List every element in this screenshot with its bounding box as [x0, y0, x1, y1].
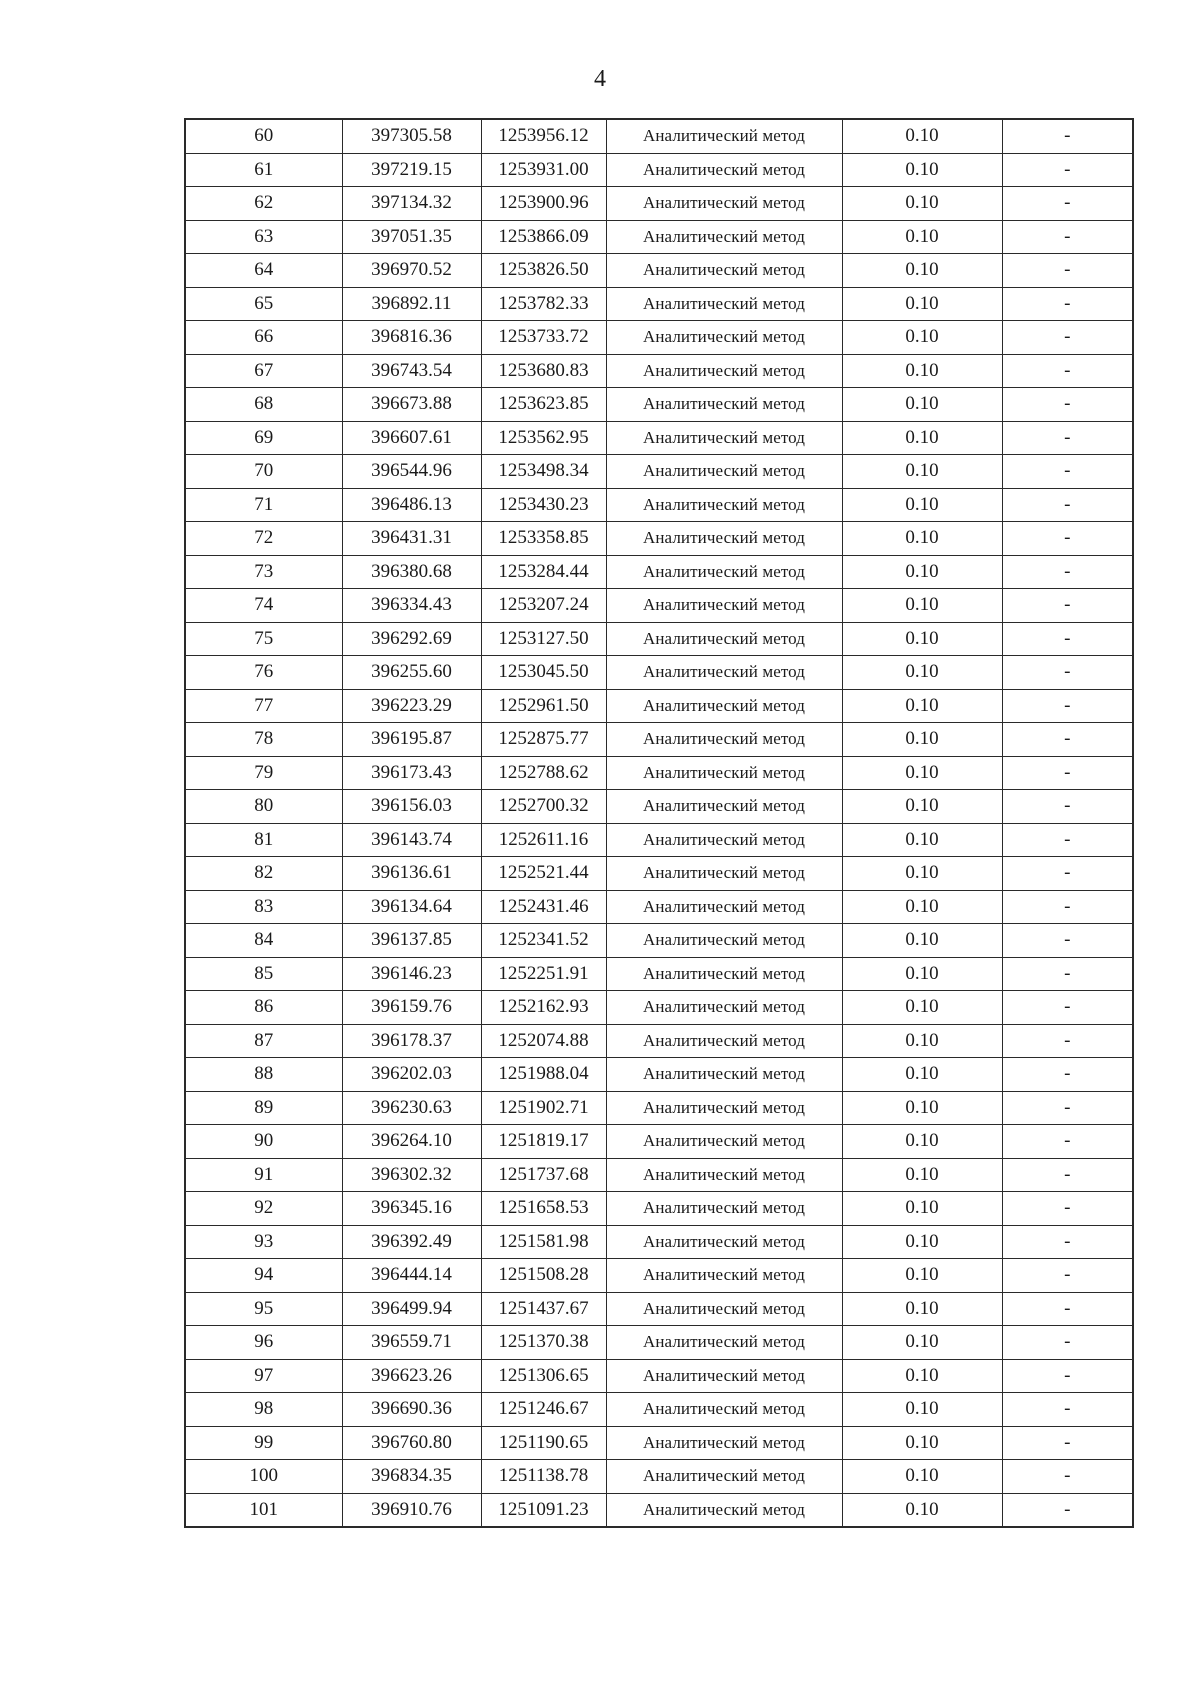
x-coordinate-cell: 396892.11: [342, 287, 481, 321]
x-coordinate-cell: 396134.64: [342, 890, 481, 924]
description-cell: -: [1002, 1359, 1133, 1393]
accuracy-cell: 0.10: [842, 1326, 1002, 1360]
method-cell: Аналитический метод: [606, 723, 842, 757]
point-number-cell: 84: [185, 924, 342, 958]
method-cell: Аналитический метод: [606, 1460, 842, 1494]
y-coordinate-cell: 1252961.50: [481, 689, 606, 723]
table-row: [185, 656, 1133, 690]
accuracy-cell: 0.10: [842, 622, 1002, 656]
description-cell: -: [1002, 1326, 1133, 1360]
accuracy-cell: 0.10: [842, 455, 1002, 489]
table-row: [185, 723, 1133, 757]
x-coordinate-cell: 396173.43: [342, 756, 481, 790]
point-number-cell: 101: [185, 1493, 342, 1527]
description-cell: -: [1002, 1058, 1133, 1092]
description-cell: -: [1002, 321, 1133, 355]
table-row: [185, 857, 1133, 891]
method-cell: Аналитический метод: [606, 254, 842, 288]
description-cell: -: [1002, 220, 1133, 254]
method-cell: Аналитический метод: [606, 890, 842, 924]
y-coordinate-cell: 1252875.77: [481, 723, 606, 757]
accuracy-cell: 0.10: [842, 756, 1002, 790]
x-coordinate-cell: 396202.03: [342, 1058, 481, 1092]
table-row: [185, 622, 1133, 656]
method-cell: Аналитический метод: [606, 957, 842, 991]
table-row: [185, 254, 1133, 288]
description-cell: -: [1002, 1192, 1133, 1226]
method-cell: Аналитический метод: [606, 220, 842, 254]
accuracy-cell: 0.10: [842, 1125, 1002, 1159]
accuracy-cell: 0.10: [842, 321, 1002, 355]
table-row: [185, 1292, 1133, 1326]
x-coordinate-cell: 396178.37: [342, 1024, 481, 1058]
method-cell: Аналитический метод: [606, 790, 842, 824]
y-coordinate-cell: 1252788.62: [481, 756, 606, 790]
description-cell: -: [1002, 890, 1133, 924]
table-row: [185, 555, 1133, 589]
description-cell: -: [1002, 823, 1133, 857]
table-row: [185, 1058, 1133, 1092]
x-coordinate-cell: 396230.63: [342, 1091, 481, 1125]
description-cell: -: [1002, 1460, 1133, 1494]
accuracy-cell: 0.10: [842, 153, 1002, 187]
description-cell: -: [1002, 1125, 1133, 1159]
method-cell: Аналитический метод: [606, 756, 842, 790]
y-coordinate-cell: 1253207.24: [481, 589, 606, 623]
y-coordinate-cell: 1252162.93: [481, 991, 606, 1025]
y-coordinate-cell: 1253430.23: [481, 488, 606, 522]
coordinates-table: [184, 118, 1134, 1528]
x-coordinate-cell: 396159.76: [342, 991, 481, 1025]
accuracy-cell: 0.10: [842, 1393, 1002, 1427]
method-cell: Аналитический метод: [606, 1426, 842, 1460]
point-number-cell: 77: [185, 689, 342, 723]
accuracy-cell: 0.10: [842, 1158, 1002, 1192]
x-coordinate-cell: 396499.94: [342, 1292, 481, 1326]
x-coordinate-cell: 396673.88: [342, 388, 481, 422]
description-cell: -: [1002, 857, 1133, 891]
x-coordinate-cell: 396136.61: [342, 857, 481, 891]
accuracy-cell: 0.10: [842, 488, 1002, 522]
accuracy-cell: 0.10: [842, 254, 1002, 288]
point-number-cell: 70: [185, 455, 342, 489]
point-number-cell: 87: [185, 1024, 342, 1058]
description-cell: -: [1002, 689, 1133, 723]
method-cell: Аналитический метод: [606, 1158, 842, 1192]
y-coordinate-cell: 1251902.71: [481, 1091, 606, 1125]
point-number-cell: 82: [185, 857, 342, 891]
y-coordinate-cell: 1252700.32: [481, 790, 606, 824]
y-coordinate-cell: 1253284.44: [481, 555, 606, 589]
point-number-cell: 69: [185, 421, 342, 455]
y-coordinate-cell: 1253127.50: [481, 622, 606, 656]
method-cell: Аналитический метод: [606, 354, 842, 388]
table-row: [185, 1259, 1133, 1293]
point-number-cell: 80: [185, 790, 342, 824]
y-coordinate-cell: 1253782.33: [481, 287, 606, 321]
description-cell: -: [1002, 555, 1133, 589]
table-row: [185, 187, 1133, 221]
x-coordinate-cell: 397134.32: [342, 187, 481, 221]
accuracy-cell: 0.10: [842, 522, 1002, 556]
table-row: [185, 991, 1133, 1025]
description-cell: -: [1002, 1225, 1133, 1259]
table-row: [185, 1192, 1133, 1226]
x-coordinate-cell: 396137.85: [342, 924, 481, 958]
accuracy-cell: 0.10: [842, 388, 1002, 422]
point-number-cell: 61: [185, 153, 342, 187]
method-cell: Аналитический метод: [606, 153, 842, 187]
accuracy-cell: 0.10: [842, 957, 1002, 991]
accuracy-cell: 0.10: [842, 1259, 1002, 1293]
y-coordinate-cell: 1252521.44: [481, 857, 606, 891]
x-coordinate-cell: 396486.13: [342, 488, 481, 522]
accuracy-cell: 0.10: [842, 890, 1002, 924]
x-coordinate-cell: 396544.96: [342, 455, 481, 489]
point-number-cell: 64: [185, 254, 342, 288]
y-coordinate-cell: 1251819.17: [481, 1125, 606, 1159]
method-cell: Аналитический метод: [606, 1125, 842, 1159]
point-number-cell: 93: [185, 1225, 342, 1259]
x-coordinate-cell: 396156.03: [342, 790, 481, 824]
y-coordinate-cell: 1253045.50: [481, 656, 606, 690]
y-coordinate-cell: 1251988.04: [481, 1058, 606, 1092]
method-cell: Аналитический метод: [606, 488, 842, 522]
point-number-cell: 88: [185, 1058, 342, 1092]
point-number-cell: 99: [185, 1426, 342, 1460]
x-coordinate-cell: 396345.16: [342, 1192, 481, 1226]
table-row: [185, 119, 1133, 153]
accuracy-cell: 0.10: [842, 823, 1002, 857]
description-cell: -: [1002, 1091, 1133, 1125]
method-cell: Аналитический метод: [606, 522, 842, 556]
method-cell: Аналитический метод: [606, 1292, 842, 1326]
point-number-cell: 71: [185, 488, 342, 522]
x-coordinate-cell: 396623.26: [342, 1359, 481, 1393]
method-cell: Аналитический метод: [606, 1326, 842, 1360]
accuracy-cell: 0.10: [842, 689, 1002, 723]
description-cell: -: [1002, 1393, 1133, 1427]
method-cell: Аналитический метод: [606, 287, 842, 321]
point-number-cell: 89: [185, 1091, 342, 1125]
point-number-cell: 68: [185, 388, 342, 422]
table-row: [185, 220, 1133, 254]
description-cell: -: [1002, 1158, 1133, 1192]
description-cell: -: [1002, 153, 1133, 187]
point-number-cell: 92: [185, 1192, 342, 1226]
method-cell: Аналитический метод: [606, 1393, 842, 1427]
method-cell: Аналитический метод: [606, 1091, 842, 1125]
y-coordinate-cell: 1253680.83: [481, 354, 606, 388]
y-coordinate-cell: 1253358.85: [481, 522, 606, 556]
method-cell: Аналитический метод: [606, 1024, 842, 1058]
method-cell: Аналитический метод: [606, 1058, 842, 1092]
method-cell: Аналитический метод: [606, 991, 842, 1025]
accuracy-cell: 0.10: [842, 723, 1002, 757]
point-number-cell: 97: [185, 1359, 342, 1393]
method-cell: Аналитический метод: [606, 388, 842, 422]
point-number-cell: 63: [185, 220, 342, 254]
x-coordinate-cell: 396816.36: [342, 321, 481, 355]
accuracy-cell: 0.10: [842, 287, 1002, 321]
y-coordinate-cell: 1251306.65: [481, 1359, 606, 1393]
method-cell: Аналитический метод: [606, 555, 842, 589]
description-cell: -: [1002, 589, 1133, 623]
description-cell: -: [1002, 957, 1133, 991]
table-row: [185, 1024, 1133, 1058]
x-coordinate-cell: 396146.23: [342, 957, 481, 991]
x-coordinate-cell: 396143.74: [342, 823, 481, 857]
description-cell: -: [1002, 1292, 1133, 1326]
x-coordinate-cell: 396292.69: [342, 622, 481, 656]
accuracy-cell: 0.10: [842, 1225, 1002, 1259]
method-cell: Аналитический метод: [606, 1192, 842, 1226]
accuracy-cell: 0.10: [842, 1426, 1002, 1460]
y-coordinate-cell: 1253866.09: [481, 220, 606, 254]
table-row: [185, 1125, 1133, 1159]
description-cell: -: [1002, 622, 1133, 656]
table-row: [185, 1460, 1133, 1494]
y-coordinate-cell: 1251508.28: [481, 1259, 606, 1293]
method-cell: Аналитический метод: [606, 1259, 842, 1293]
table-row: [185, 589, 1133, 623]
y-coordinate-cell: 1251658.53: [481, 1192, 606, 1226]
accuracy-cell: 0.10: [842, 589, 1002, 623]
accuracy-cell: 0.10: [842, 220, 1002, 254]
x-coordinate-cell: 396223.29: [342, 689, 481, 723]
y-coordinate-cell: 1251737.68: [481, 1158, 606, 1192]
accuracy-cell: 0.10: [842, 354, 1002, 388]
accuracy-cell: 0.10: [842, 1024, 1002, 1058]
x-coordinate-cell: 396264.10: [342, 1125, 481, 1159]
y-coordinate-cell: 1253900.96: [481, 187, 606, 221]
table-row: [185, 1359, 1133, 1393]
x-coordinate-cell: 397305.58: [342, 119, 481, 153]
y-coordinate-cell: 1252341.52: [481, 924, 606, 958]
accuracy-cell: 0.10: [842, 656, 1002, 690]
description-cell: -: [1002, 1259, 1133, 1293]
description-cell: -: [1002, 790, 1133, 824]
table-row: [185, 522, 1133, 556]
x-coordinate-cell: 396607.61: [342, 421, 481, 455]
point-number-cell: 62: [185, 187, 342, 221]
accuracy-cell: 0.10: [842, 1460, 1002, 1494]
description-cell: -: [1002, 254, 1133, 288]
description-cell: -: [1002, 455, 1133, 489]
y-coordinate-cell: 1251190.65: [481, 1426, 606, 1460]
description-cell: -: [1002, 756, 1133, 790]
accuracy-cell: 0.10: [842, 187, 1002, 221]
x-coordinate-cell: 396334.43: [342, 589, 481, 623]
y-coordinate-cell: 1253733.72: [481, 321, 606, 355]
y-coordinate-cell: 1251370.38: [481, 1326, 606, 1360]
table-row: [185, 1393, 1133, 1427]
table-row: [185, 321, 1133, 355]
point-number-cell: 100: [185, 1460, 342, 1494]
y-coordinate-cell: 1251437.67: [481, 1292, 606, 1326]
table-row: [185, 924, 1133, 958]
accuracy-cell: 0.10: [842, 421, 1002, 455]
point-number-cell: 91: [185, 1158, 342, 1192]
x-coordinate-cell: 397051.35: [342, 220, 481, 254]
point-number-cell: 75: [185, 622, 342, 656]
table-row: [185, 488, 1133, 522]
table-row: [185, 756, 1133, 790]
y-coordinate-cell: 1253931.00: [481, 153, 606, 187]
description-cell: -: [1002, 723, 1133, 757]
point-number-cell: 86: [185, 991, 342, 1025]
accuracy-cell: 0.10: [842, 555, 1002, 589]
point-number-cell: 85: [185, 957, 342, 991]
point-number-cell: 81: [185, 823, 342, 857]
accuracy-cell: 0.10: [842, 1359, 1002, 1393]
x-coordinate-cell: 396559.71: [342, 1326, 481, 1360]
table-row: [185, 1426, 1133, 1460]
x-coordinate-cell: 396392.49: [342, 1225, 481, 1259]
point-number-cell: 94: [185, 1259, 342, 1293]
table-row: [185, 421, 1133, 455]
accuracy-cell: 0.10: [842, 1292, 1002, 1326]
point-number-cell: 66: [185, 321, 342, 355]
y-coordinate-cell: 1251091.23: [481, 1493, 606, 1527]
point-number-cell: 72: [185, 522, 342, 556]
accuracy-cell: 0.10: [842, 790, 1002, 824]
method-cell: Аналитический метод: [606, 1359, 842, 1393]
description-cell: -: [1002, 522, 1133, 556]
accuracy-cell: 0.10: [842, 1058, 1002, 1092]
method-cell: Аналитический метод: [606, 924, 842, 958]
description-cell: -: [1002, 119, 1133, 153]
method-cell: Аналитический метод: [606, 823, 842, 857]
table-body: [185, 119, 1133, 1527]
x-coordinate-cell: 396690.36: [342, 1393, 481, 1427]
method-cell: Аналитический метод: [606, 455, 842, 489]
page-number: 4: [594, 66, 606, 92]
description-cell: -: [1002, 287, 1133, 321]
x-coordinate-cell: 396195.87: [342, 723, 481, 757]
table-row: [185, 354, 1133, 388]
method-cell: Аналитический метод: [606, 622, 842, 656]
table-row: [185, 890, 1133, 924]
table-row: [185, 823, 1133, 857]
point-number-cell: 78: [185, 723, 342, 757]
table-row: [185, 957, 1133, 991]
y-coordinate-cell: 1251581.98: [481, 1225, 606, 1259]
accuracy-cell: 0.10: [842, 119, 1002, 153]
description-cell: -: [1002, 1024, 1133, 1058]
table-row: [185, 1158, 1133, 1192]
method-cell: Аналитический метод: [606, 857, 842, 891]
x-coordinate-cell: 396910.76: [342, 1493, 481, 1527]
x-coordinate-cell: 396970.52: [342, 254, 481, 288]
table-row: [185, 1493, 1133, 1527]
description-cell: -: [1002, 488, 1133, 522]
description-cell: -: [1002, 388, 1133, 422]
table-row: [185, 1326, 1133, 1360]
x-coordinate-cell: 396760.80: [342, 1426, 481, 1460]
point-number-cell: 76: [185, 656, 342, 690]
description-cell: -: [1002, 924, 1133, 958]
x-coordinate-cell: 396302.32: [342, 1158, 481, 1192]
y-coordinate-cell: 1253498.34: [481, 455, 606, 489]
accuracy-cell: 0.10: [842, 1493, 1002, 1527]
table-row: [185, 790, 1133, 824]
y-coordinate-cell: 1251246.67: [481, 1393, 606, 1427]
table-row: [185, 1225, 1133, 1259]
point-number-cell: 83: [185, 890, 342, 924]
description-cell: -: [1002, 187, 1133, 221]
x-coordinate-cell: 396743.54: [342, 354, 481, 388]
description-cell: -: [1002, 1426, 1133, 1460]
x-coordinate-cell: 396255.60: [342, 656, 481, 690]
point-number-cell: 96: [185, 1326, 342, 1360]
y-coordinate-cell: 1253826.50: [481, 254, 606, 288]
table-row: [185, 388, 1133, 422]
accuracy-cell: 0.10: [842, 1192, 1002, 1226]
table-row: [185, 455, 1133, 489]
description-cell: -: [1002, 991, 1133, 1025]
point-number-cell: 67: [185, 354, 342, 388]
point-number-cell: 74: [185, 589, 342, 623]
method-cell: Аналитический метод: [606, 656, 842, 690]
method-cell: Аналитический метод: [606, 589, 842, 623]
method-cell: Аналитический метод: [606, 187, 842, 221]
y-coordinate-cell: 1252074.88: [481, 1024, 606, 1058]
x-coordinate-cell: 396834.35: [342, 1460, 481, 1494]
x-coordinate-cell: 396431.31: [342, 522, 481, 556]
point-number-cell: 79: [185, 756, 342, 790]
x-coordinate-cell: 396380.68: [342, 555, 481, 589]
accuracy-cell: 0.10: [842, 991, 1002, 1025]
table-row: [185, 689, 1133, 723]
y-coordinate-cell: 1253956.12: [481, 119, 606, 153]
x-coordinate-cell: 396444.14: [342, 1259, 481, 1293]
point-number-cell: 60: [185, 119, 342, 153]
accuracy-cell: 0.10: [842, 857, 1002, 891]
point-number-cell: 90: [185, 1125, 342, 1159]
y-coordinate-cell: 1253623.85: [481, 388, 606, 422]
y-coordinate-cell: 1252431.46: [481, 890, 606, 924]
accuracy-cell: 0.10: [842, 924, 1002, 958]
method-cell: Аналитический метод: [606, 1225, 842, 1259]
method-cell: Аналитический метод: [606, 321, 842, 355]
point-number-cell: 65: [185, 287, 342, 321]
point-number-cell: 95: [185, 1292, 342, 1326]
method-cell: Аналитический метод: [606, 421, 842, 455]
y-coordinate-cell: 1252611.16: [481, 823, 606, 857]
y-coordinate-cell: 1252251.91: [481, 957, 606, 991]
point-number-cell: 98: [185, 1393, 342, 1427]
table-row: [185, 153, 1133, 187]
y-coordinate-cell: 1253562.95: [481, 421, 606, 455]
point-number-cell: 73: [185, 555, 342, 589]
x-coordinate-cell: 397219.15: [342, 153, 481, 187]
method-cell: Аналитический метод: [606, 119, 842, 153]
method-cell: Аналитический метод: [606, 1493, 842, 1527]
description-cell: -: [1002, 421, 1133, 455]
description-cell: -: [1002, 1493, 1133, 1527]
y-coordinate-cell: 1251138.78: [481, 1460, 606, 1494]
description-cell: -: [1002, 354, 1133, 388]
table-row: [185, 1091, 1133, 1125]
table-row: [185, 287, 1133, 321]
method-cell: Аналитический метод: [606, 689, 842, 723]
accuracy-cell: 0.10: [842, 1091, 1002, 1125]
description-cell: -: [1002, 656, 1133, 690]
